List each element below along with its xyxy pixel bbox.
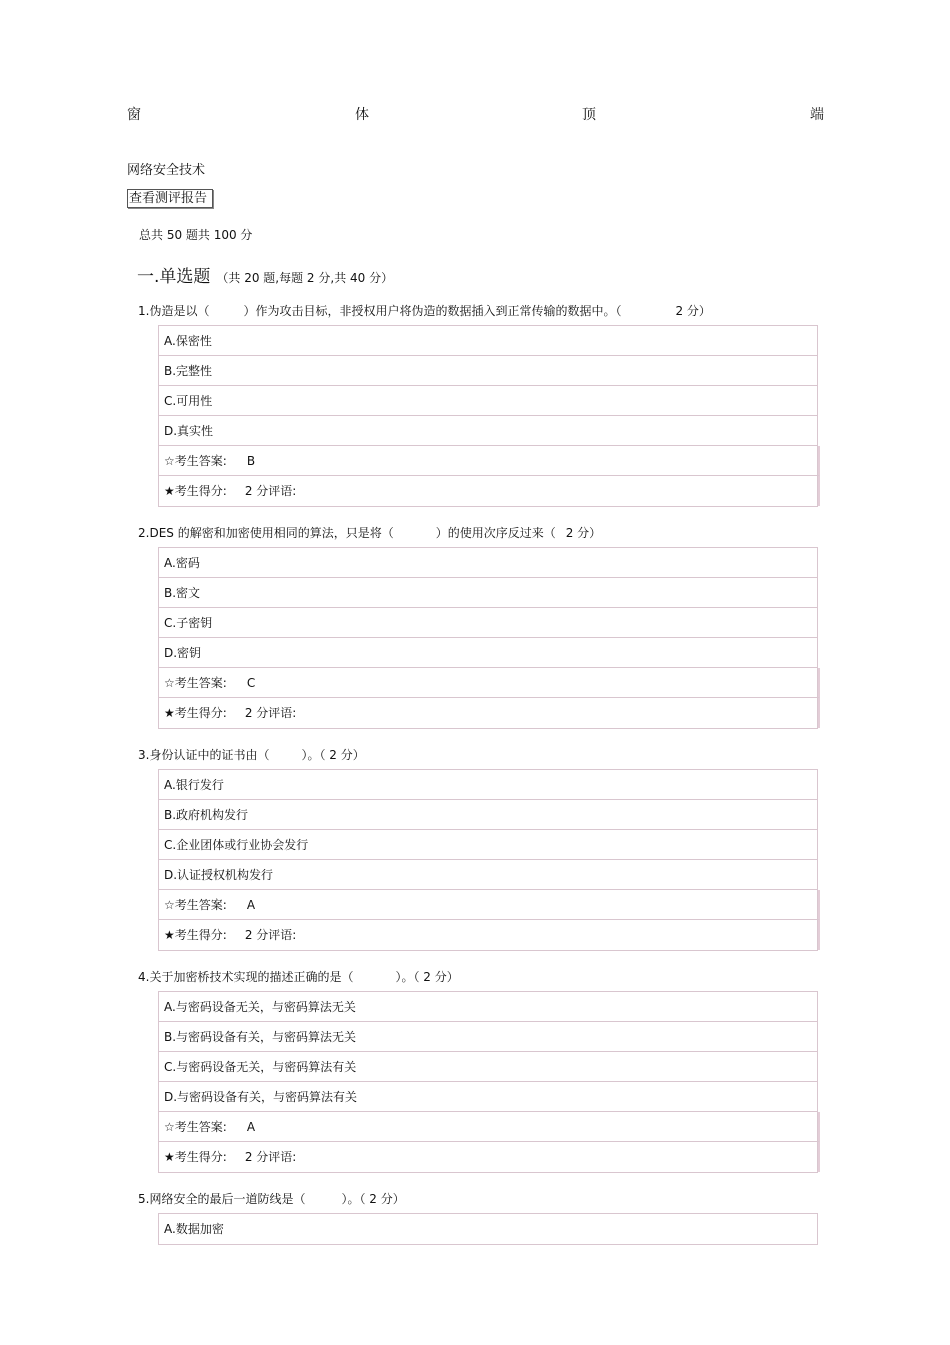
exam-total: 总共 50 题共 100 分 — [139, 228, 253, 242]
question-5-title-a: 5.网络安全的最后一道防线是（ — [138, 1192, 306, 1206]
student-answer-label: ☆考生答案: — [164, 898, 227, 912]
section-heading — [137, 262, 393, 287]
question-1-title — [138, 303, 828, 325]
section-detail: （共 20 题,每题 2 分,共 40 分） — [216, 271, 394, 285]
student-answer-row — [159, 1112, 820, 1142]
question-3-title — [138, 747, 828, 769]
student-score-value: 2 分评语: — [244, 484, 297, 498]
question-5 — [138, 1191, 828, 1245]
option-d[interactable]: D.与密码设备有关，与密码算法有关 — [159, 1082, 817, 1112]
view-report-button[interactable]: 查看测评报告 — [127, 189, 213, 208]
student-score-value: 2 分评语: — [244, 706, 297, 720]
window-top-char-4: 端 — [810, 107, 824, 123]
section-title: 一.单选题 — [137, 267, 211, 287]
option-a[interactable]: A.保密性 — [159, 326, 817, 356]
question-1-title-b: ）作为攻击目标，非授权用户将伪造的数据插入到正常传输的数据中。（ — [243, 304, 622, 318]
student-answer-value: A — [246, 898, 256, 912]
question-3-title-a: 3.身份认证中的证书由（ — [138, 748, 270, 762]
student-answer-value: C — [246, 676, 256, 690]
question-5-options — [158, 1213, 818, 1245]
option-b[interactable]: B.完整性 — [159, 356, 817, 386]
student-answer-label: ☆考生答案: — [164, 1120, 227, 1134]
course-title: 网络安全技术 — [127, 163, 206, 178]
question-1-title-c: 2 分） — [675, 304, 711, 318]
student-score-label: ★考生得分: — [164, 1150, 227, 1164]
question-2-options — [158, 547, 818, 729]
student-score-row — [159, 1142, 820, 1172]
question-4-title — [138, 969, 828, 991]
student-score-value: 2 分评语: — [244, 1150, 297, 1164]
question-3 — [138, 747, 828, 951]
question-2-title-a: 2.DES 的解密和加密使用相同的算法，只是将（ — [138, 526, 394, 540]
question-2-title-b: ）的使用次序反过来（ — [435, 526, 556, 540]
student-answer-value: A — [246, 1120, 256, 1134]
question-2 — [138, 525, 828, 729]
student-answer-row — [159, 668, 820, 698]
window-top-char-3: 顶 — [582, 107, 596, 123]
student-score-row — [159, 920, 820, 950]
question-4-title-b: ）。（ 2 分） — [395, 970, 459, 984]
option-c[interactable]: C.与密码设备无关，与密码算法有关 — [159, 1052, 817, 1082]
window-top-char-1: 窗 — [127, 107, 141, 123]
option-d[interactable]: D.认证授权机构发行 — [159, 860, 817, 890]
question-4 — [138, 969, 828, 1173]
question-3-title-b: ）。（ 2 分） — [301, 748, 365, 762]
option-c[interactable]: C.子密钥 — [159, 608, 817, 638]
question-2-title-c: 2 分） — [565, 526, 602, 540]
student-score-label: ★考生得分: — [164, 928, 227, 942]
option-d[interactable]: D.真实性 — [159, 416, 817, 446]
option-a[interactable]: A.密码 — [159, 548, 817, 578]
option-a[interactable]: A.与密码设备无关，与密码算法无关 — [159, 992, 817, 1022]
option-c[interactable]: C.企业团体或行业协会发行 — [159, 830, 817, 860]
question-1-options — [158, 325, 818, 507]
student-score-row — [159, 476, 820, 506]
question-2-title — [138, 525, 828, 547]
student-answer-label: ☆考生答案: — [164, 454, 227, 468]
question-1 — [138, 303, 828, 507]
student-score-label: ★考生得分: — [164, 484, 227, 498]
student-score-label: ★考生得分: — [164, 706, 227, 720]
option-c[interactable]: C.可用性 — [159, 386, 817, 416]
window-top-char-2: 体 — [355, 107, 369, 123]
student-answer-value: B — [246, 454, 256, 468]
option-a[interactable]: A.数据加密 — [164, 1222, 224, 1236]
option-b[interactable]: B.与密码设备有关，与密码算法无关 — [159, 1022, 817, 1052]
option-b[interactable]: B.密文 — [159, 578, 817, 608]
question-4-options — [158, 991, 818, 1173]
question-4-title-a: 4.关于加密桥技术实现的描述正确的是（ — [138, 970, 354, 984]
option-a[interactable]: A.银行发行 — [159, 770, 817, 800]
option-d[interactable]: D.密钥 — [159, 638, 817, 668]
question-3-options — [158, 769, 818, 951]
student-score-value: 2 分评语: — [244, 928, 297, 942]
question-1-title-a: 1.伪造是以（ — [138, 304, 210, 318]
student-answer-row — [159, 890, 820, 920]
student-answer-row — [159, 446, 820, 476]
window-top-heading — [0, 104, 950, 124]
student-answer-label: ☆考生答案: — [164, 676, 227, 690]
student-score-row — [159, 698, 820, 728]
option-b[interactable]: B.政府机构发行 — [159, 800, 817, 830]
question-5-title — [138, 1191, 828, 1213]
question-5-title-b: ）。（ 2 分） — [341, 1192, 405, 1206]
